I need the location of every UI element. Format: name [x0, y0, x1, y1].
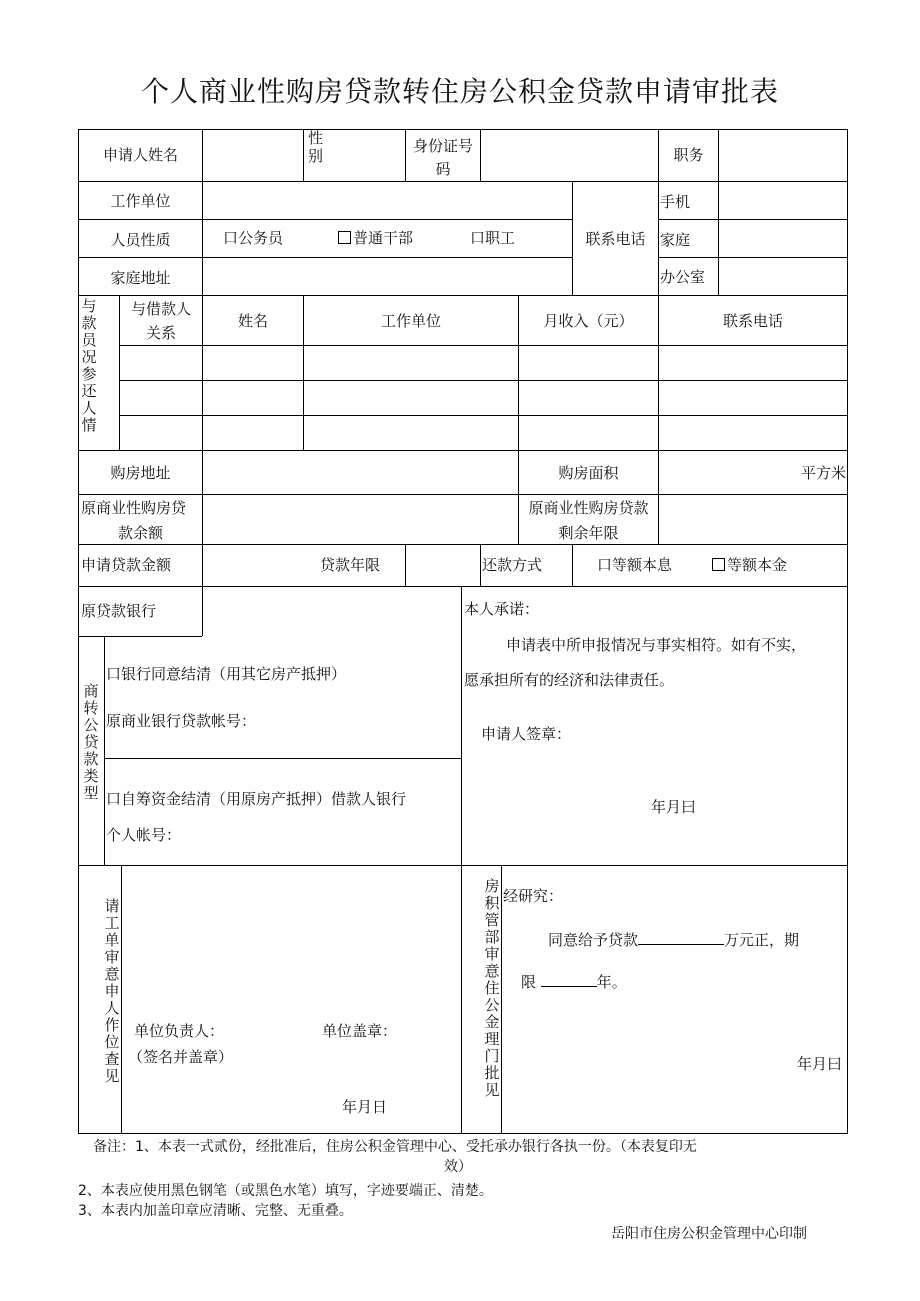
label-sign-note: （签名并盖章）	[128, 1048, 234, 1066]
employer-opinion-field[interactable]	[123, 867, 459, 1007]
personal-account-field[interactable]	[190, 820, 455, 850]
label-unit-leader: 单位负责人：	[134, 1022, 225, 1040]
label-orig-balance-1: 原商业性购房贷	[81, 499, 187, 517]
home-phone-field[interactable]	[719, 220, 847, 257]
label-applicant-name: 申请人姓名	[102, 146, 178, 164]
employer-section-label: 请工单审意申人作位查见	[104, 897, 120, 1085]
id-number-field[interactable]	[481, 130, 658, 181]
label-id-number-2: 码	[435, 160, 451, 178]
work-unit-field[interactable]	[203, 182, 572, 219]
label-house-area: 购房面积	[558, 464, 619, 482]
label-apply-amount: 申请贷款金额	[81, 556, 172, 574]
pledge-title: 本人承诺：	[464, 600, 540, 618]
option-civil-servant[interactable]: 口公务员	[223, 229, 284, 247]
label-home-address: 家庭地址	[110, 269, 171, 287]
pledge-date: 年月曰	[651, 798, 697, 816]
label-applicant-signature: 申请人签章：	[481, 725, 572, 743]
note-3: 3、本表内加盖印章应清晰、完整、无重叠。	[78, 1203, 353, 1219]
checkbox-icon	[712, 558, 725, 571]
employer-date: 年月日	[342, 1098, 388, 1116]
option-equal-principal-label: 等额本金	[727, 556, 788, 574]
orig-remaining-field[interactable]	[659, 495, 847, 544]
fund-agree-text-1: 同意给予贷款	[548, 931, 639, 949]
fund-limit-text-2: 年。	[596, 973, 627, 991]
label-relation-2: 关系	[145, 324, 176, 342]
option-equal-principal[interactable]	[712, 556, 787, 574]
home-address-field[interactable]	[203, 258, 572, 295]
loan-amount-blank[interactable]	[638, 930, 724, 945]
loan-term-field[interactable]	[406, 545, 480, 586]
label-personnel-type: 人员性质	[110, 231, 171, 249]
coborrower-row[interactable]	[120, 416, 847, 450]
label-personal-account: 个人帐号：	[106, 826, 182, 844]
label-house-address: 购房地址	[110, 464, 171, 482]
label-loan-term: 贷款年限	[320, 556, 381, 574]
applicant-name-field[interactable]	[203, 130, 303, 181]
pledge-line-1: 申请表中所申报情况与事实相符。如有不实，	[506, 636, 807, 654]
option-ordinary-cadre-label: 普通干部	[353, 229, 414, 247]
fund-agree-text-2: 万元正，期	[724, 931, 800, 949]
form-title: 个人商业性购房贷款转住房公积金贷款申请审批表	[140, 75, 779, 108]
house-address-field[interactable]	[203, 451, 518, 494]
col-header-phone: 联系电话	[722, 312, 783, 330]
col-header-monthly-income: 月收入（元）	[543, 312, 634, 330]
fund-limit-line	[521, 972, 627, 991]
fund-limit-text-1: 限	[521, 973, 537, 991]
label-unit-stamp: 单位盖章：	[322, 1022, 398, 1040]
label-home-phone: 家庭	[660, 231, 691, 249]
option-equal-interest[interactable]: 口等额本息	[597, 556, 673, 574]
note-2: 2、本表应使用黑色钢笔（或黑色水笔）填写，字迹要端正、清楚。	[78, 1183, 493, 1199]
coborrower-section-label: 与款员况参还人情	[81, 297, 97, 434]
label-contact-phone: 联系电话	[585, 230, 646, 248]
printer-credit: 岳阳市住房公积金管理中心印制	[611, 1226, 807, 1242]
label-work-unit: 工作单位	[110, 192, 171, 210]
col-header-work-unit: 工作单位	[380, 312, 441, 330]
orig-balance-field[interactable]	[203, 495, 518, 544]
loan-years-blank[interactable]	[541, 972, 597, 987]
label-position: 职务	[673, 146, 704, 164]
coborrower-row[interactable]	[120, 381, 847, 415]
col-header-name: 姓名	[237, 312, 268, 330]
house-area-field[interactable]	[659, 451, 789, 494]
label-orig-bank: 原贷款银行	[81, 602, 157, 620]
orig-bank-account-field[interactable]	[268, 706, 456, 736]
house-area-unit: 平方米	[800, 464, 846, 482]
label-orig-bank-account: 原商业银行贷款帐号：	[106, 712, 257, 730]
label-gender-2: 别	[308, 147, 324, 165]
option-bank-settle[interactable]: 口银行同意结清（用其它房产抵押）	[106, 665, 347, 683]
position-field[interactable]	[719, 130, 847, 181]
option-self-settle[interactable]: 口自筹资金结清（用原房产抵押）借款人银行	[106, 790, 407, 808]
mobile-field[interactable]	[719, 182, 847, 219]
office-phone-field[interactable]	[719, 258, 847, 295]
label-orig-remaining-1: 原商业性购房贷款	[528, 499, 649, 517]
fund-center-date: 年月曰	[797, 1055, 843, 1073]
note-1b: 效）	[444, 1159, 472, 1175]
option-ordinary-cadre[interactable]	[338, 229, 413, 247]
label-office-phone: 办公室	[660, 268, 706, 286]
fund-center-section-label: 房积管部审意住公金理门批见	[484, 877, 500, 1099]
orig-bank-field[interactable]	[203, 587, 461, 636]
apply-amount-field[interactable]	[203, 545, 313, 586]
label-gender-1: 性	[308, 129, 324, 147]
pledge-line-2: 愿承担所有的经济和法律责任。	[464, 671, 675, 689]
loan-type-section-label: 商转公贷款类型	[83, 682, 99, 802]
label-repay-method: 还款方式	[482, 556, 543, 574]
note-1a: 备注：1、本表一式贰份，经批准后，住房公积金管理中心、受托承办银行各执一份。（本表复印无	[93, 1139, 697, 1155]
gender-field[interactable]	[325, 130, 405, 181]
label-relation-1: 与借款人	[130, 300, 191, 318]
label-orig-balance-2: 款余额	[117, 524, 163, 542]
label-id-number-1: 身份证号	[412, 137, 473, 155]
fund-agree-line	[548, 930, 799, 949]
option-worker[interactable]: 口职工	[470, 229, 516, 247]
label-mobile: 手机	[660, 193, 691, 211]
coborrower-row[interactable]	[120, 346, 847, 380]
checkbox-icon	[338, 231, 351, 244]
applicant-signature-field[interactable]	[580, 718, 820, 752]
label-orig-remaining-2: 剩余年限	[558, 524, 619, 542]
fund-after-study: 经研究：	[503, 887, 564, 905]
